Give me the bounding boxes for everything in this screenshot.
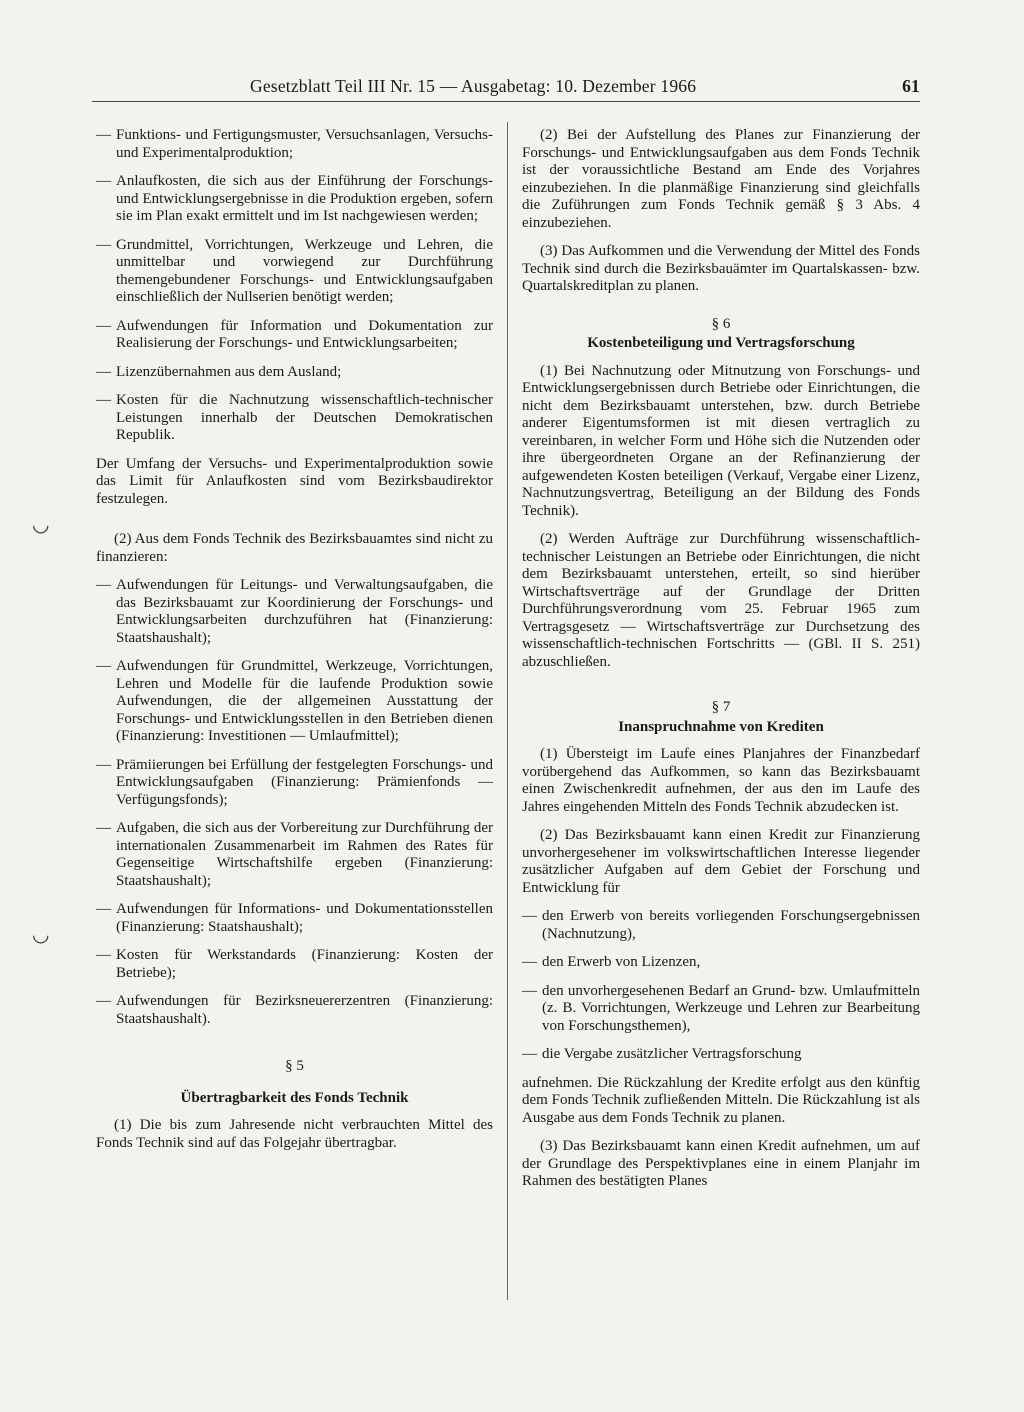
section-4-paragraph-3: (3) Das Aufkommen und die Verwendung der Mittel des Fonds Technik sind durch die Bezirksbauämter im Quartalskassen- bzw. Quartalskreditplan zu planen. <box>522 243 920 294</box>
section-4-paragraph-2: (2) Bei der Aufstellung des Planes zur Finanzierung der Forschungs- und Entwicklungsaufgaben aus dem Fonds Technik ist der voraussichtliche Bestand am Ende des Vorjahres einzubeziehen. In die planmäßige Finanzierung sind gleichfalls die Zuführungen zum Fonds Technik gemäß § 3 Abs. 4 einzubeziehen. <box>522 127 920 231</box>
section-7-number: § 7 <box>711 699 731 715</box>
paragraph-umfang: Der Umfang der Versuchs- und Experimentalproduktion sowie das Limit für Anlaufkosten sind vom Bezirksbaudirektor festzulegen. <box>96 455 493 507</box>
list-item: — die Vergabe zusätzlicher Vertragsforschung <box>522 1046 802 1062</box>
list-item: — Funktions- und Fertigungsmuster, Versuchsanlagen, Versuchs- und Experimentalproduktion; <box>96 127 493 161</box>
list-item: — Aufwendungen für Grundmittel, Werkzeuge, Vorrichtungen, Lehren und Modelle für die laufende Produktion sowie Aufwendungen, die der allgemeinen Ausstattung der Forschungs- und Entwicklungsstellen in den Betrieben dienen (Finanzierung: Investitionen — Umlaufmittel); <box>96 658 493 744</box>
list-item: — den Erwerb von bereits vorliegenden Forschungsergebnissen (Nachnutzung), <box>522 908 920 942</box>
section-5-number: § 5 <box>285 1058 304 1074</box>
page-number: 61 <box>902 76 920 96</box>
list-item: — Kosten für die Nachnutzung wissenschaftlich-technischer Leistungen innerhalb der Deutschen Demokratischen Republik. <box>96 392 493 443</box>
list-item: — Aufwendungen für Informations- und Dokumentationsstellen (Finanzierung: Staatshaushalt); <box>96 901 493 935</box>
binding-mark: ◡ <box>32 924 50 946</box>
list-item: — Aufwendungen für Bezirksneuererzentren (Finanzierung: Staatshaushalt). <box>96 993 493 1027</box>
section-7-title: Inanspruchnahme von Krediten <box>618 718 824 735</box>
paragraph-2: (2) Aus dem Fonds Technik des Bezirksbauamtes sind nicht zu finanzieren: <box>96 531 493 565</box>
section-5-paragraph-1: (1) Die bis zum Jahresende nicht verbrauchten Mittel des Fonds Technik sind auf das Folgejahr übertragbar. <box>96 1117 493 1151</box>
list-item: — Prämiierungen bei Erfüllung der festgelegten Forschungs- und Entwicklungsaufgaben (Finanzierung: Prämienfonds — Verfügungsfonds); <box>96 756 493 808</box>
list-item: — Kosten für Werkstandards (Finanzierung: Kosten der Betriebe); <box>96 947 493 981</box>
list-item: — den Erwerb von Lizenzen, <box>522 954 701 970</box>
section-7-continuation: aufnehmen. Die Rückzahlung der Kredite erfolgt aus den künftig dem Fonds Technik zufließenden Mitteln. Die Rückzahlung ist als Ausgabe aus dem Fonds Technik zu planen. <box>522 1074 920 1126</box>
header-title: Gesetzblatt Teil III Nr. 15 — Ausgabetag: 10. Dezember 1966 <box>250 76 697 96</box>
right-column <box>522 127 920 1202</box>
list-item: — Aufgaben, die sich aus der Vorbereitung zur Durchführung der internationalen Zusammenarbeit im Rahmen des Rates für Gegenseitige Wirtschaftshilfe ergeben (Finanzierung: Staatshaushalt); <box>96 820 493 889</box>
section-7-paragraph-3: (3) Das Bezirksbauamt kann einen Kredit aufnehmen, um auf der Grundlage des Perspektivplanes eine in einem Planjahr im Rahmen des bestätigten Planes <box>522 1138 920 1189</box>
column-divider <box>507 122 508 1300</box>
list-item: — Grundmittel, Vorrichtungen, Werkzeuge und Lehren, die unmittelbar und vorwiegend zur Durchführung themengebundener Forschungs- und Entwicklungsaufgaben einschließlich der Nullserien benötigt werden; <box>96 236 493 305</box>
section-7-paragraph-1: (1) Übersteigt im Laufe eines Planjahres der Finanzbedarf vorübergehend das Aufkommen, so kann das Bezirksbauamt einen Zwischenkredit aufnehmen, der aus den im Laufe des Jahres eingehenden Mitteln des Fonds Technik abzudecken ist. <box>522 746 920 815</box>
section-5-title: Übertragbarkeit des Fonds Technik <box>180 1089 409 1106</box>
list-item: — den unvorhergesehenen Bedarf an Grund- bzw. Umlaufmitteln (z. B. Vorrichtungen, Werkzeuge und Lehren zur Bearbeitung von Forschungsthemen), <box>522 982 920 1034</box>
list-item: — Anlaufkosten, die sich aus der Einführung der Forschungs- und Entwicklungsergebnisse in die Produktion ergeben, sofern sie im Plan exakt ermittelt und im Ist nachgewiesen werden; <box>96 173 493 224</box>
header-rule <box>92 101 920 102</box>
page-header <box>250 76 920 100</box>
section-6-number: § 6 <box>711 315 731 332</box>
section-7-paragraph-2: (2) Das Bezirksbauamt kann einen Kredit zur Finanzierung unvorhergesehener im volkswirtschaftlichen Interesse liegender zusätzlicher Aufgaben auf dem Gebiet der Forschung und Entwicklung für <box>522 827 920 896</box>
list-item: — Lizenzübernahmen aus dem Ausland; <box>96 363 342 380</box>
list-item: — Aufwendungen für Information und Dokumentation zur Realisierung der Forschungs- und Entwicklungsarbeiten; <box>96 317 493 351</box>
section-6-title: Kostenbeteiligung und Vertragsforschung <box>587 335 855 351</box>
left-column <box>96 127 493 1163</box>
binding-mark: ◡ <box>32 514 50 536</box>
section-6-paragraph-1: (1) Bei Nachnutzung oder Mitnutzung von Forschungs- und Entwicklungsergebnissen durch Betriebe oder Einrichtungen, die nicht dem Bezirksbauamt unterstehen, bzw. durch Betriebe anderer Eigentumsformen ist mit diesen vertraglich zu vereinbaren, in welcher Form und Höhe sich die Nutzenden oder ihre übergeordneten Organe an der Refinanzierung der aufgewendeten Kosten beteiligen (Verkauf, Vergabe einer Lizenz, Nachnutzungsvertrag, Beteiligung an der Bildung des Fonds Technik). <box>522 362 920 519</box>
section-6-paragraph-2: (2) Werden Aufträge zur Durchführung wissenschaftlich-technischer Leistungen an Betriebe oder Einrichtungen, die nicht dem Bezirksbauamt unterstehen, erteilt, so sind hierüber Wirtschaftsverträge auf der Grundlage der Dritten Durchführungsverordnung vom 25. Februar 1965 zum Vertragsgesetz — Wirtschaftsverträge zur Durchsetzung des wissenschaftlich-technischen Fortschritts — (GBl. II S. 251) abzuschließen. <box>522 531 920 670</box>
list-item: — Aufwendungen für Leitungs- und Verwaltungsaufgaben, die das Bezirksbauamt zur Koordinierung der Forschungs- und Entwicklungsarbeiten durchzuführen hat (Finanzierung: Staatshaushalt); <box>96 577 493 646</box>
